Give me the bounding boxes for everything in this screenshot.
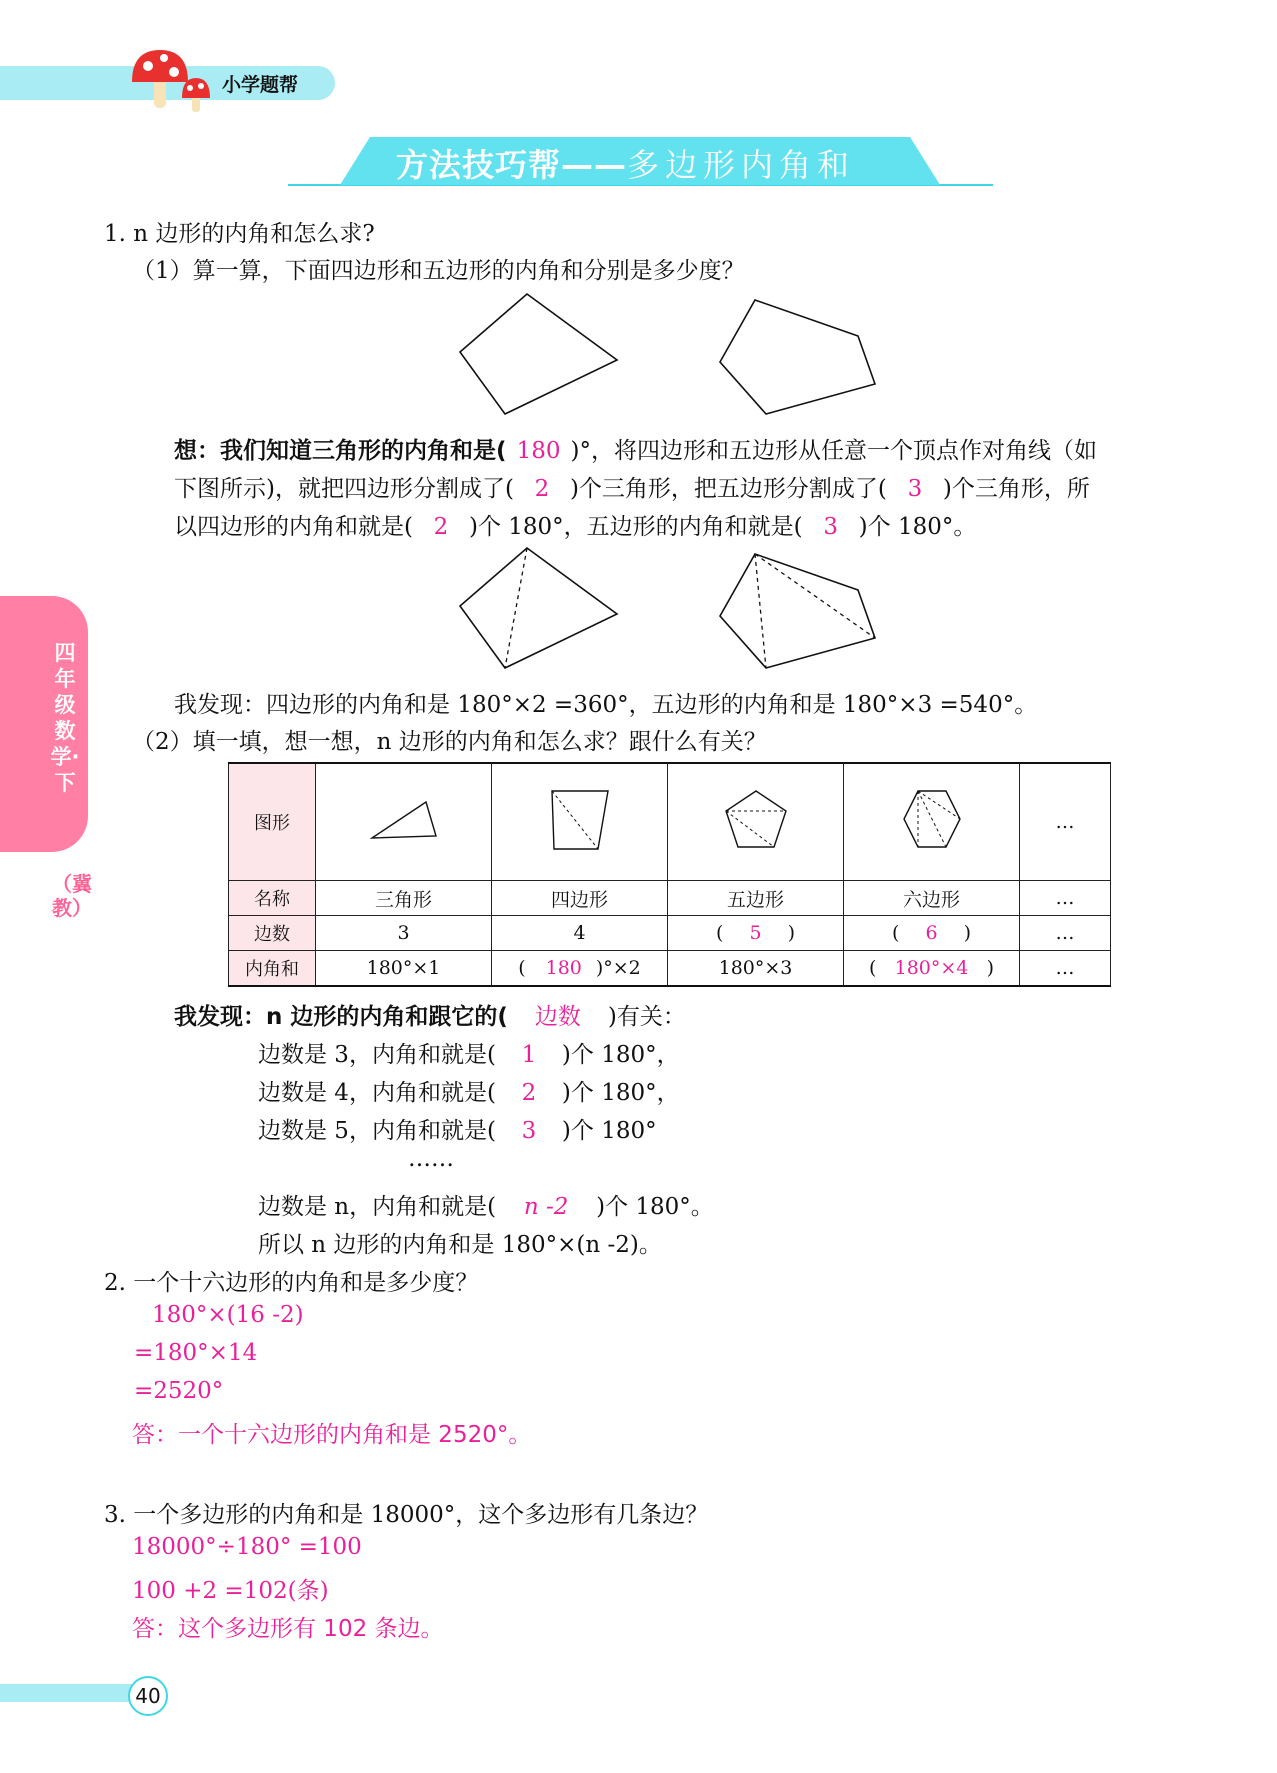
quadrilateral-divided	[460, 548, 617, 668]
table-row: 边数 3 4 ( 5 ) ( 6 ) …	[229, 916, 1111, 951]
divided-polygons-figure	[450, 544, 890, 674]
row-header: 图形	[229, 763, 316, 881]
answer-180: 180	[516, 438, 561, 464]
footer-strip	[0, 1684, 140, 1702]
q1-stem: 1. n 边形的内角和怎么求?	[104, 221, 375, 247]
rule-dots: ……	[408, 1146, 454, 1172]
q2-answer: 答：一个十六边形的内角和是 2520°。	[132, 1422, 532, 1448]
hexagon-shape	[892, 785, 972, 855]
q2-work-2: =180°×14	[134, 1340, 258, 1366]
pentagon-shape	[716, 785, 796, 855]
brand-label: 小学题帮	[222, 74, 299, 96]
q3-stem: 3. 一个多边形的内角和是 18000°，这个多边形有几条边？	[104, 1502, 709, 1528]
title-sub: 多边形内角和	[627, 146, 856, 184]
quadrilateral	[460, 294, 617, 414]
polygons-figure	[450, 288, 890, 418]
ellipsis-cell: …	[1020, 763, 1111, 881]
pentagon-divided	[720, 554, 875, 668]
page-title	[396, 140, 855, 186]
table-row: 内角和 180°×1 ( 180 )°×2 180°×3 ( 180°×4 ) …	[229, 951, 1111, 987]
q3-work-1: 18000°÷180° =100	[132, 1534, 362, 1560]
rule-5: 边数是 5，内角和就是( 3 )个 180°	[258, 1118, 657, 1144]
q3-answer: 答：这个多边形有 102 条边。	[132, 1616, 444, 1642]
think-line-2: 下图所示)，就把四边形分割成了( 2 )个三角形，把五边形分割成了( 3 )个三角形，所	[174, 476, 1090, 502]
side-tab-sub: （冀教）	[52, 872, 92, 920]
q2-stem: 2. 一个十六边形的内角和是多少度？	[104, 1270, 479, 1296]
quadrilateral-shape	[540, 785, 620, 855]
rule-4: 边数是 4，内角和就是( 2 )个 180°，	[258, 1080, 680, 1106]
q3-work-2: 100 +2 =102(条)	[132, 1578, 329, 1604]
discover-2: 我发现：n 边形的内角和跟它的( 边数 )有关：	[174, 1004, 686, 1030]
rule-n: 边数是 n，内角和就是( n -2 )个 180°。	[258, 1194, 714, 1220]
title-main: 方法技巧帮——	[396, 146, 628, 184]
q1-part2: （2）填一填，想一想，n 边形的内角和怎么求？跟什么有关？	[132, 729, 767, 755]
triangle-shape	[364, 790, 444, 850]
table-row	[229, 763, 1111, 881]
polygon-table	[228, 762, 1111, 987]
q1-part1: （1）算一算，下面四边形和五边形的内角和分别是多少度？	[132, 258, 745, 284]
conclusion: 所以 n 边形的内角和是 180°×(n -2)。	[258, 1232, 662, 1258]
discover-1: 我发现：四边形的内角和是 180°×2 =360°，五边形的内角和是 180°×3 =540°。	[174, 692, 1038, 718]
table-row: 名称 三角形 四边形 五边形 六边形 …	[229, 881, 1111, 916]
q2-work-3: =2520°	[134, 1378, 224, 1404]
think-line-3: 以四边形的内角和就是( 2 )个 180°，五边形的内角和就是( 3 )个 180°。	[174, 514, 977, 540]
pentagon	[720, 300, 875, 414]
think-line-1: 想：我们知道三角形的内角和是( 180 )°，将四边形和五边形从任意一个顶点作对角线（如	[174, 438, 1097, 464]
rule-3: 边数是 3，内角和就是( 1 )个 180°，	[258, 1042, 680, 1068]
page-number: 40	[128, 1676, 168, 1716]
q2-work-1: 180°×(16 -2)	[152, 1302, 304, 1328]
mushroom-icon	[128, 44, 216, 116]
side-tab-label: 四年级数学·下	[50, 641, 80, 795]
